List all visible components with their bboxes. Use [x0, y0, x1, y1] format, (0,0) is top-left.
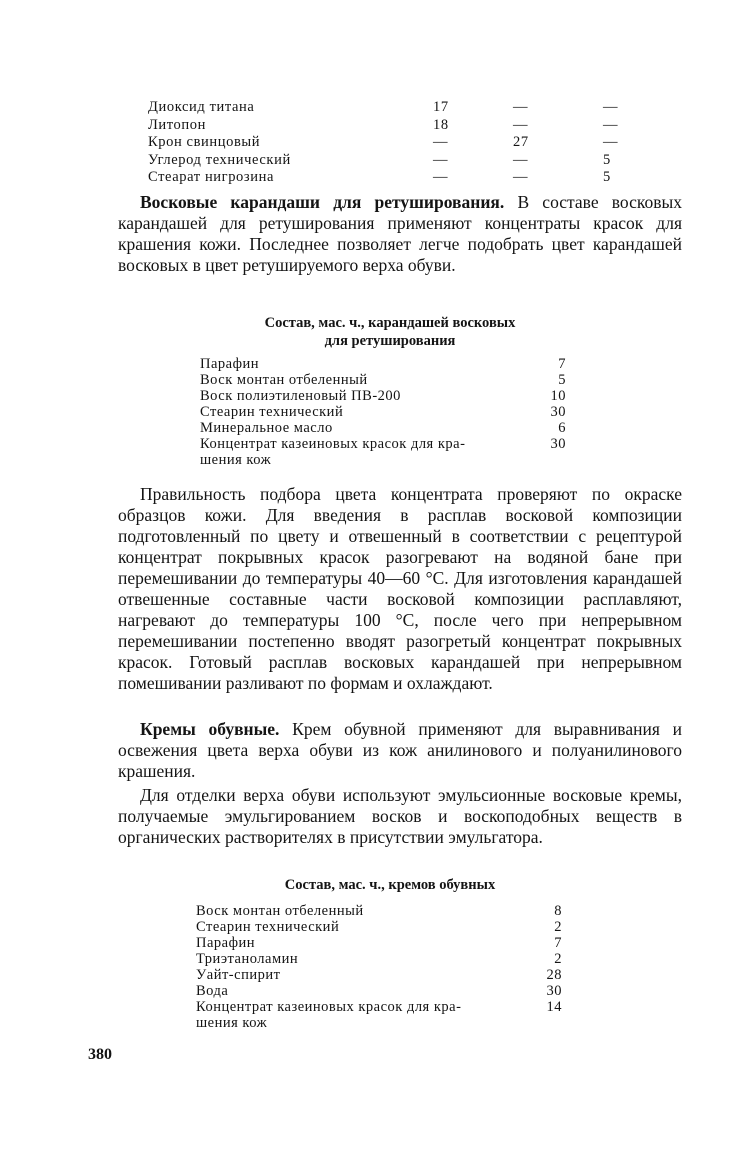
page-number: 380: [88, 1046, 112, 1063]
pigment-table: [148, 99, 633, 187]
paragraph-color-check: Правильность подбора цвета концентрата проверяют по окраске образцов кожи. Для введения в расплав восковой композиции подготовленный по цвету и отвешенный в соответствии с рецептурой концентрат покрывных красок разогревают на водяной бане при перемешивании до температуры 40—60 °С. Для изготовления карандашей отвешенные составные части восковой композиции расплавляют, нагревают до температуры 100 °С, после чего при непрерывном перемешивании постепенно вводят разогретый концентрат покрывных красок. Готовый расплав восковых карандашей при непрерывном помешивании разливают по формам и охлаждают.: [118, 484, 682, 693]
table-row: Углерод технический — — 5: [148, 151, 611, 168]
table-row: Диоксид титана 17 — —: [148, 99, 619, 115]
cream-composition-table: [196, 903, 562, 1031]
table-row: Воск монтан отбеленный 5: [200, 372, 566, 388]
table-row: Воск монтан отбеленный 8: [196, 903, 562, 919]
table-row: Стеарат нигрозина — — 5: [148, 169, 611, 186]
table-row: Литопон 18 — —: [148, 116, 619, 133]
table-row: Триэтаноламин 2: [196, 951, 562, 967]
paragraph-wax-pencils: Восковые карандаши для ретуширования. В составе восковых карандашей для ретуширования применяют концентраты красок для крашения кожи. Последнее позволяет легче подобрать цвет карандашей восковых в цвет ретушируемого верха обуви.: [118, 192, 683, 275]
pencil-composition-table: [200, 356, 566, 468]
table-row: Стеарин технический 30: [200, 404, 566, 420]
table-row: Концентрат казеиновых красок для кра- шения кож 14: [196, 999, 562, 1031]
table-row: Парафин 7: [200, 356, 566, 372]
table-row: Минеральное масло 6: [200, 420, 566, 436]
table-row: Концентрат казеиновых красок для кра- шения кож 30: [200, 436, 566, 468]
table-row: Вода 30: [196, 983, 562, 999]
paragraph-emulsion-creams: Для отделки верха обуви используют эмульсионные восковые кремы, получаемые эмульгированием восков и воскоподобных веществ в органических растворителях в присутствии эмульгатора.: [118, 785, 682, 847]
table-row: Стеарин технический 2: [196, 919, 562, 935]
table-caption: Состав, мас. ч., карандашей восковых для ретуширования: [264, 315, 516, 349]
table-row: Крон свинцовый — 27 —: [148, 134, 619, 151]
table-row: Уайт-спирит 28: [196, 967, 562, 983]
table-caption: Состав, мас. ч., кремов обувных: [284, 877, 496, 893]
paragraph-shoe-creams: Кремы обувные. Крем обувной применяют для выравнивания и освежения цвета верха обуви из кож анилинового и полуанилинового крашения.: [118, 719, 682, 781]
table-row: Воск полиэтиленовый ПВ-200 10: [200, 388, 566, 404]
table-row: Парафин 7: [196, 935, 562, 951]
